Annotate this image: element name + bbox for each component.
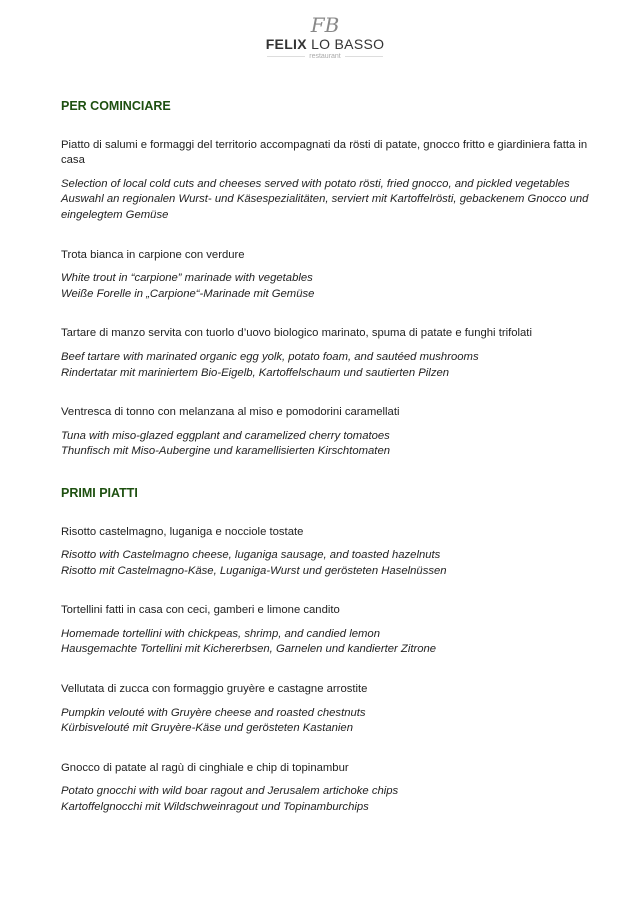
dish-english: Selection of local cold cuts and cheeses served with potato rösti, fried gnocco, and pickled vegetables <box>61 177 570 190</box>
dish-italian: Tartare di manzo servita con tuorlo d’uovo biologico marinato, spuma di patate e funghi trifolati <box>61 327 532 340</box>
menu-item <box>61 761 591 816</box>
dish-italian: Ventresca di tonno con melanzana al miso e pomodorini caramellati <box>61 406 400 419</box>
section-per-cominciare <box>61 99 591 460</box>
dish-english: White trout in “carpione” marinade with vegetables <box>61 272 313 285</box>
dish-german: Kartoffelgnocchi mit Wildschweinragout und Topinamburchips <box>61 801 369 814</box>
dish-italian: Piatto di salumi e formaggi del territorio accompagnati da rösti di patate, gnocco fritto e giardiniera fatta in casa <box>61 138 588 167</box>
menu-item <box>61 248 591 303</box>
dish-german: Hausgemachte Tortellini mit Kichererbsen, Garnelen und kandierter Zitrone <box>61 643 437 656</box>
dish-german: Auswahl an regionalen Wurst- und Käsespezialitäten, serviert mit Kartoffelrösti, gebackenem Gnocco und eingelegtem Gemüse <box>61 193 589 221</box>
section-title: PER COMINCIARE <box>61 99 171 113</box>
section-title: PRIMI PIATTI <box>61 485 138 500</box>
logo-name-light: LO BASSO <box>311 36 385 52</box>
dish-english: Beef tartare with marinated organic egg yolk, potato foam, and sautéed mushrooms <box>61 350 479 363</box>
menu-item <box>61 682 591 737</box>
dish-german: Rindertatar mit mariniertem Bio-Eigelb, Kartoffelschaum und sautierten Pilzen <box>61 366 450 379</box>
dish-english: Homemade tortellini with chickpeas, shrimp, and candied lemon <box>61 627 380 640</box>
logo-monogram: FB <box>310 13 340 37</box>
dish-english: Pumpkin velouté with Gruyère cheese and roasted chestnuts <box>61 706 366 719</box>
logo-subtitle: restaurant <box>260 52 390 61</box>
menu-item <box>61 525 591 580</box>
dish-italian: Trota bianca in carpione con verdure <box>61 248 245 261</box>
menu-item <box>61 405 591 460</box>
restaurant-logo <box>260 14 390 61</box>
section-primi-piatti <box>61 486 591 816</box>
dish-german: Weiße Forelle in „Carpione“-Marinade mit Gemüse <box>61 287 315 300</box>
menu-item <box>61 138 591 224</box>
dish-italian: Vellutata di zucca con formaggio gruyère e castagne arrostite <box>61 683 368 696</box>
dish-english: Potato gnocchi with wild boar ragout and Jerusalem artichoke chips <box>61 785 399 798</box>
dish-german: Kürbisvelouté mit Gruyère-Käse und gerösteten Kastanien <box>61 722 353 735</box>
menu-content <box>61 99 591 840</box>
dish-italian: Gnocco di patate al ragù di cinghiale e chip di topinambur <box>61 761 349 774</box>
dish-english: Risotto with Castelmagno cheese, luganiga sausage, and toasted hazelnuts <box>61 549 441 562</box>
dish-german: Thunfisch mit Miso-Aubergine und karamellisierten Kirschtomaten <box>61 445 391 458</box>
logo-name <box>260 36 390 52</box>
menu-item <box>61 603 591 658</box>
logo-name-bold: FELIX <box>265 36 307 52</box>
menu-item <box>61 326 591 381</box>
dish-italian: Risotto castelmagno, luganiga e nocciole tostate <box>61 525 304 538</box>
dish-german: Risotto mit Castelmagno-Käse, Luganiga-Wurst und gerösteten Haselnüssen <box>61 564 447 577</box>
dish-english: Tuna with miso-glazed eggplant and caramelized cherry tomatoes <box>61 429 390 442</box>
dish-italian: Tortellini fatti in casa con ceci, gamberi e limone candito <box>61 604 340 617</box>
